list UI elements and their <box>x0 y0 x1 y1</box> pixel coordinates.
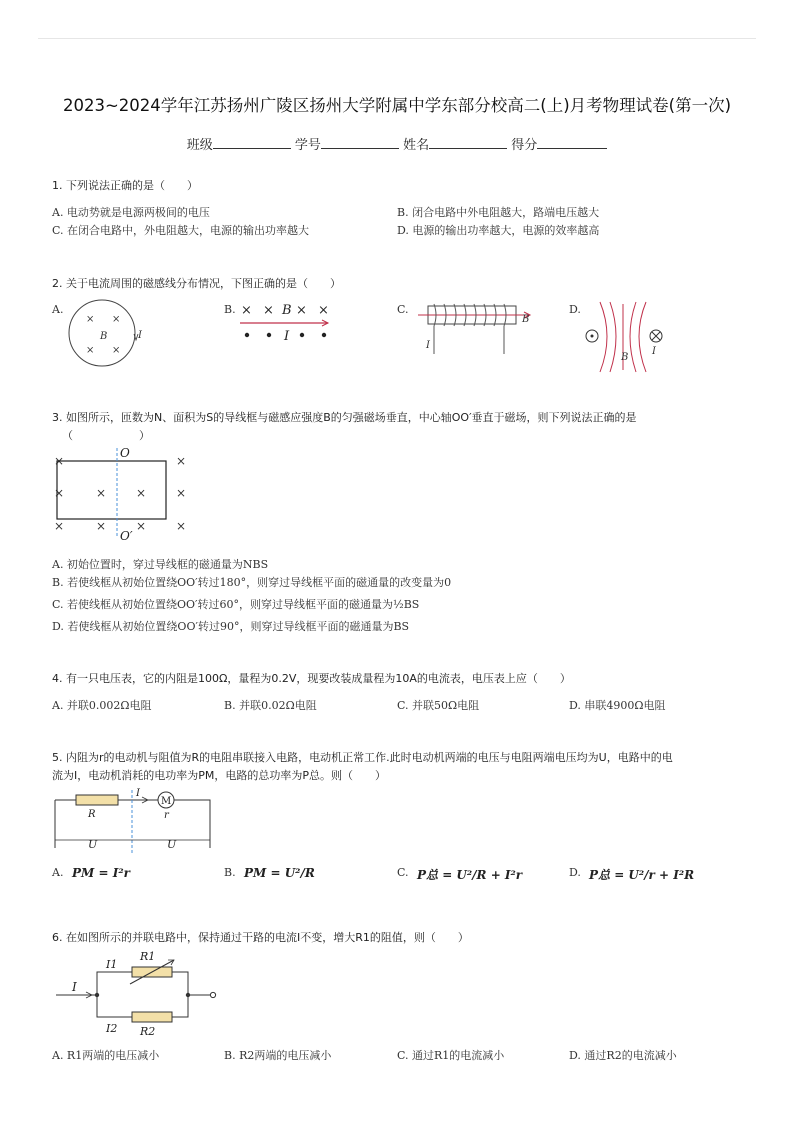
dot-mark <box>267 333 271 337</box>
q5-formula-a: PM = I²r <box>72 866 130 880</box>
cross-mark: × <box>86 345 95 356</box>
q1-option-a[interactable]: A. 电动势就是电源两极间的电压 <box>52 206 210 219</box>
score-blank[interactable] <box>537 134 607 149</box>
axis-top-label: O <box>120 446 130 460</box>
header-rule <box>38 38 756 39</box>
class-label: 班级 <box>186 138 213 153</box>
q5-stem-line1: 5. 内阻为r的电动机与阻值为R的电阻串联接入电路，电动机正常工作.此时电动机两端的电压与电阻两端电压均为U，电路中的电 <box>52 751 673 764</box>
cross-mark: × <box>96 519 107 533</box>
resistor-r <box>76 795 118 805</box>
number-label: 学号 <box>294 138 321 153</box>
dot-mark <box>300 333 304 337</box>
field-b-label: B <box>621 352 629 363</box>
cross-mark: × <box>241 303 252 318</box>
q3-option-c[interactable]: C. 若使线框从初始位置绕OO′转过60°，则穿过导线框平面的磁通量为½BS <box>52 598 420 611</box>
q3-stem: 3. 如图所示，匝数为N、面积为S的导线框与磁感应强度B的匀强磁场垂直，中心轴OO′垂直于磁场，则下列说法正确的是 <box>52 411 637 424</box>
field-line <box>600 302 607 372</box>
q1-stem: 1. 下列说法正确的是（ ） <box>52 179 198 192</box>
student-info-line <box>0 134 794 153</box>
q6-option-c[interactable]: C. 通过R1的电流减小 <box>397 1049 505 1062</box>
number-blank[interactable] <box>321 134 399 149</box>
q2-stem: 2. 关于电流周围的磁感线分布情况，下图正确的是（ ） <box>52 277 341 290</box>
q4-option-a[interactable]: A. 并联0.002Ω电阻 <box>52 699 152 712</box>
score-label: 得分 <box>511 138 538 153</box>
q3-figure <box>50 444 200 544</box>
q2-figure-a <box>64 296 154 376</box>
q5-option-a[interactable]: A. <box>52 866 64 879</box>
q5-formula-b: PM = U²/R <box>244 866 315 880</box>
motor-r-label: r <box>164 810 169 821</box>
resistor-r1-label: R1 <box>140 950 156 963</box>
cross-mark: × <box>136 519 147 533</box>
field-b-label: B <box>522 314 530 325</box>
q5-formula-c: P总 = U²/R + I²r <box>417 868 523 882</box>
field-b-label: B <box>282 303 292 318</box>
current-i-label: I <box>284 329 290 344</box>
motor-m-label: M <box>161 796 172 807</box>
q1-option-d[interactable]: D. 电源的输出功率越大，电源的效率越高 <box>397 224 600 237</box>
q6-option-d[interactable]: D. 通过R2的电流减小 <box>569 1049 677 1062</box>
q2-figure-c <box>418 296 538 358</box>
q5-stem-line2: 流为I，电动机消耗的电功率为PM，电路的总功率为P总。则（ ） <box>52 769 386 782</box>
name-blank[interactable] <box>429 134 507 149</box>
page-title: 2023~2024学年江苏扬州广陵区扬州大学附属中学东部分校高二(上)月考物理试卷(第一次) <box>62 96 732 115</box>
cross-mark: × <box>54 486 65 500</box>
q5-figure <box>50 784 220 856</box>
cross-mark: × <box>263 303 274 318</box>
resistor-r2 <box>132 1012 172 1022</box>
q4-stem: 4. 有一只电压表，它的内阻是100Ω，量程为0.2V，现要改装成量程为10A的电流表，电压表上应（ ） <box>52 672 571 685</box>
q2-label-a[interactable]: A. <box>52 303 64 316</box>
current-i-label: I <box>138 330 142 341</box>
voltage-u-label: U <box>88 838 98 851</box>
current-i1-label: I1 <box>106 958 118 971</box>
q2-figure-b <box>238 296 338 366</box>
current-i-label: I <box>426 340 430 351</box>
cross-mark: × <box>136 486 147 500</box>
q6-stem: 6. 在如图所示的并联电路中，保持通过干路的电流I不变，增大R1的阻值，则（ ） <box>52 931 469 944</box>
q4-option-d[interactable]: D. 串联4900Ω电阻 <box>569 699 666 712</box>
q3-option-a[interactable]: A. 初始位置时，穿过导线框的磁通量为NBS <box>52 558 269 571</box>
q2-label-d[interactable]: D. <box>569 303 581 316</box>
q5-option-c[interactable]: C. <box>397 866 409 879</box>
cross-mark: × <box>86 314 95 325</box>
current-i2-label: I2 <box>106 1022 118 1035</box>
current-i-label: I <box>652 346 656 357</box>
class-blank[interactable] <box>213 134 291 149</box>
cross-mark: × <box>318 303 329 318</box>
field-line <box>639 302 646 372</box>
q5-option-d[interactable]: D. <box>569 866 581 879</box>
field-b-label: B <box>100 331 108 342</box>
resistor-r-label: R <box>88 809 96 820</box>
q2-label-c[interactable]: C. <box>397 303 409 316</box>
name-label: 姓名 <box>403 138 430 153</box>
q2-figure-d <box>580 298 680 376</box>
cross-mark: × <box>176 486 187 500</box>
cross-mark: × <box>176 454 187 468</box>
resistor-r2-label: R2 <box>140 1025 156 1038</box>
wire-frame <box>57 461 166 519</box>
q4-option-c[interactable]: C. 并联50Ω电阻 <box>397 699 480 712</box>
field-line <box>610 302 616 372</box>
cross-mark: × <box>54 454 65 468</box>
current-i-label: I <box>72 980 77 994</box>
dot-mark <box>245 333 249 337</box>
q6-option-b[interactable]: B. R2两端的电压减小 <box>224 1049 332 1062</box>
current-i-label: I <box>136 788 140 799</box>
q4-option-b[interactable]: B. 并联0.02Ω电阻 <box>224 699 317 712</box>
cross-mark: × <box>176 519 187 533</box>
q5-option-b[interactable]: B. <box>224 866 236 879</box>
q6-figure <box>50 946 230 1038</box>
q1-option-c[interactable]: C. 在闭合电路中，外电阻越大，电源的输出功率越大 <box>52 224 310 237</box>
cross-mark: × <box>112 345 121 356</box>
cross-mark: × <box>54 519 65 533</box>
axis-bottom-label: O′ <box>120 529 133 543</box>
q3-answer-blank: （ ） <box>62 429 150 442</box>
q5-formula-d: P总 = U²/r + I²R <box>589 868 695 882</box>
q1-option-b[interactable]: B. 闭合电路中外电阻越大，路端电压越大 <box>397 206 600 219</box>
q2-label-b[interactable]: B. <box>224 303 236 316</box>
cross-mark: × <box>112 314 121 325</box>
q6-option-a[interactable]: A. R1两端的电压减小 <box>52 1049 160 1062</box>
q3-option-d[interactable]: D. 若使线框从初始位置绕OO′转过90°，则穿过导线框平面的磁通量为BS <box>52 620 410 633</box>
voltage-u-label: U <box>167 838 177 851</box>
cross-mark: × <box>296 303 307 318</box>
field-line <box>630 302 636 372</box>
cross-mark: × <box>96 486 107 500</box>
dot-mark <box>322 333 326 337</box>
q3-option-b[interactable]: B. 若使线框从初始位置绕OO′转过180°，则穿过导线框平面的磁通量的改变量为0 <box>52 576 452 589</box>
